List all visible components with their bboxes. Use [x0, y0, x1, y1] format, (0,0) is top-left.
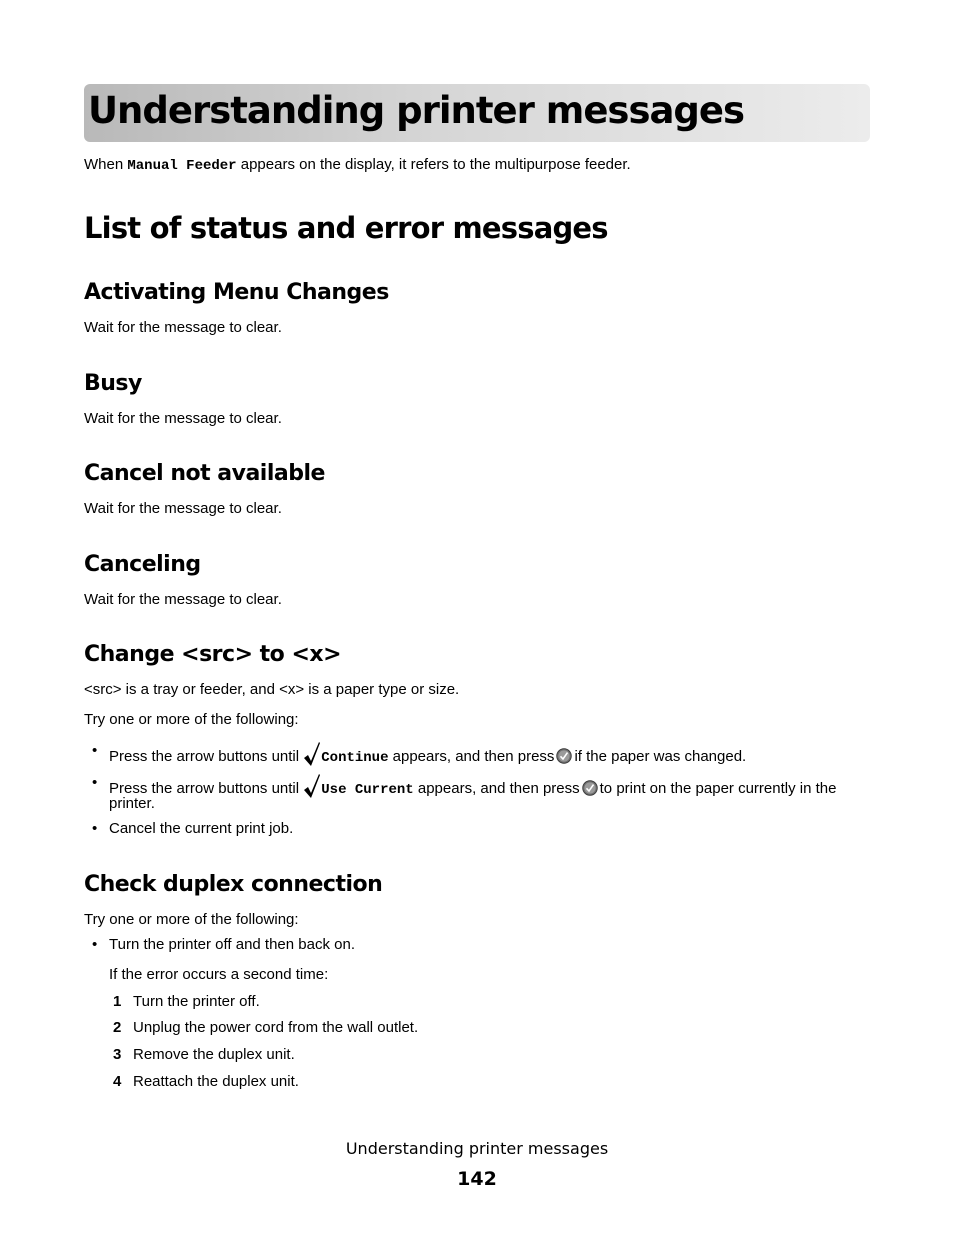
bullet-marker: •	[92, 742, 98, 759]
bullet-text: to print on the paper currently in the	[599, 780, 837, 797]
message-title: Activating Menu Changes	[84, 280, 389, 305]
message-title: Cancel not available	[84, 461, 325, 486]
step-text: Turn the printer off.	[133, 993, 260, 1010]
change-src-description: <src> is a tray or feeder, and <x> is a paper type or size.	[84, 681, 460, 698]
bullet-text: if the paper was changed.	[574, 748, 747, 765]
message-body: Wait for the message to clear.	[84, 410, 282, 427]
bullet-marker: •	[92, 936, 98, 953]
duplex-if-error: If the error occurs a second time:	[109, 966, 329, 983]
select-button-icon	[582, 780, 598, 796]
bullet-text: Press the arrow buttons until	[109, 748, 300, 765]
step-number: 1	[113, 993, 122, 1010]
bullet-marker: •	[92, 820, 98, 837]
duplex-bullet-1: Turn the printer off and then back on.	[109, 936, 355, 953]
use-current-code: Use Current	[321, 782, 414, 798]
select-button-icon	[556, 748, 572, 764]
message-body: Wait for the message to clear.	[84, 319, 282, 336]
section-title: List of status and error messages	[84, 211, 608, 245]
message-title: Busy	[84, 371, 142, 396]
bullet-text: appears, and then press	[392, 748, 555, 765]
intro-code: Manual Feeder	[127, 158, 237, 174]
check-mark-icon	[303, 741, 321, 767]
continue-code: Continue	[321, 750, 389, 766]
step-text: Remove the duplex unit.	[133, 1046, 295, 1063]
footer-chapter-title: Understanding printer messages	[345, 1139, 609, 1158]
message-title: Canceling	[84, 552, 201, 577]
bullet-text: Press the arrow buttons until	[109, 780, 300, 797]
change-src-bullet-2	[109, 773, 836, 800]
change-src-bullet-1	[109, 741, 746, 768]
duplex-title: Check duplex connection	[84, 872, 383, 897]
page-number: 142	[457, 1168, 497, 1190]
duplex-try: Try one or more of the following:	[84, 911, 299, 928]
step-text: Unplug the power cord from the wall outlet.	[133, 1019, 419, 1036]
step-number: 2	[113, 1019, 122, 1036]
change-src-bullet-3: Cancel the current print job.	[109, 820, 294, 837]
intro-before: When	[84, 156, 124, 173]
step-number: 3	[113, 1046, 122, 1063]
change-src-try: Try one or more of the following:	[84, 711, 299, 728]
step-number: 4	[113, 1073, 122, 1090]
bullet-marker: •	[92, 774, 98, 791]
intro-after: appears on the display, it refers to the multipurpose feeder.	[240, 156, 631, 173]
chapter-title: Understanding printer messages	[88, 89, 745, 132]
message-body: Wait for the message to clear.	[84, 500, 282, 517]
message-body: Wait for the message to clear.	[84, 591, 282, 608]
step-text: Reattach the duplex unit.	[133, 1073, 299, 1090]
intro-paragraph	[84, 155, 631, 176]
check-mark-icon	[303, 773, 321, 799]
change-src-title: Change <src> to <x>	[84, 642, 342, 667]
bullet-text: appears, and then press	[417, 780, 580, 797]
change-src-bullet-2-cont: printer.	[109, 795, 155, 812]
